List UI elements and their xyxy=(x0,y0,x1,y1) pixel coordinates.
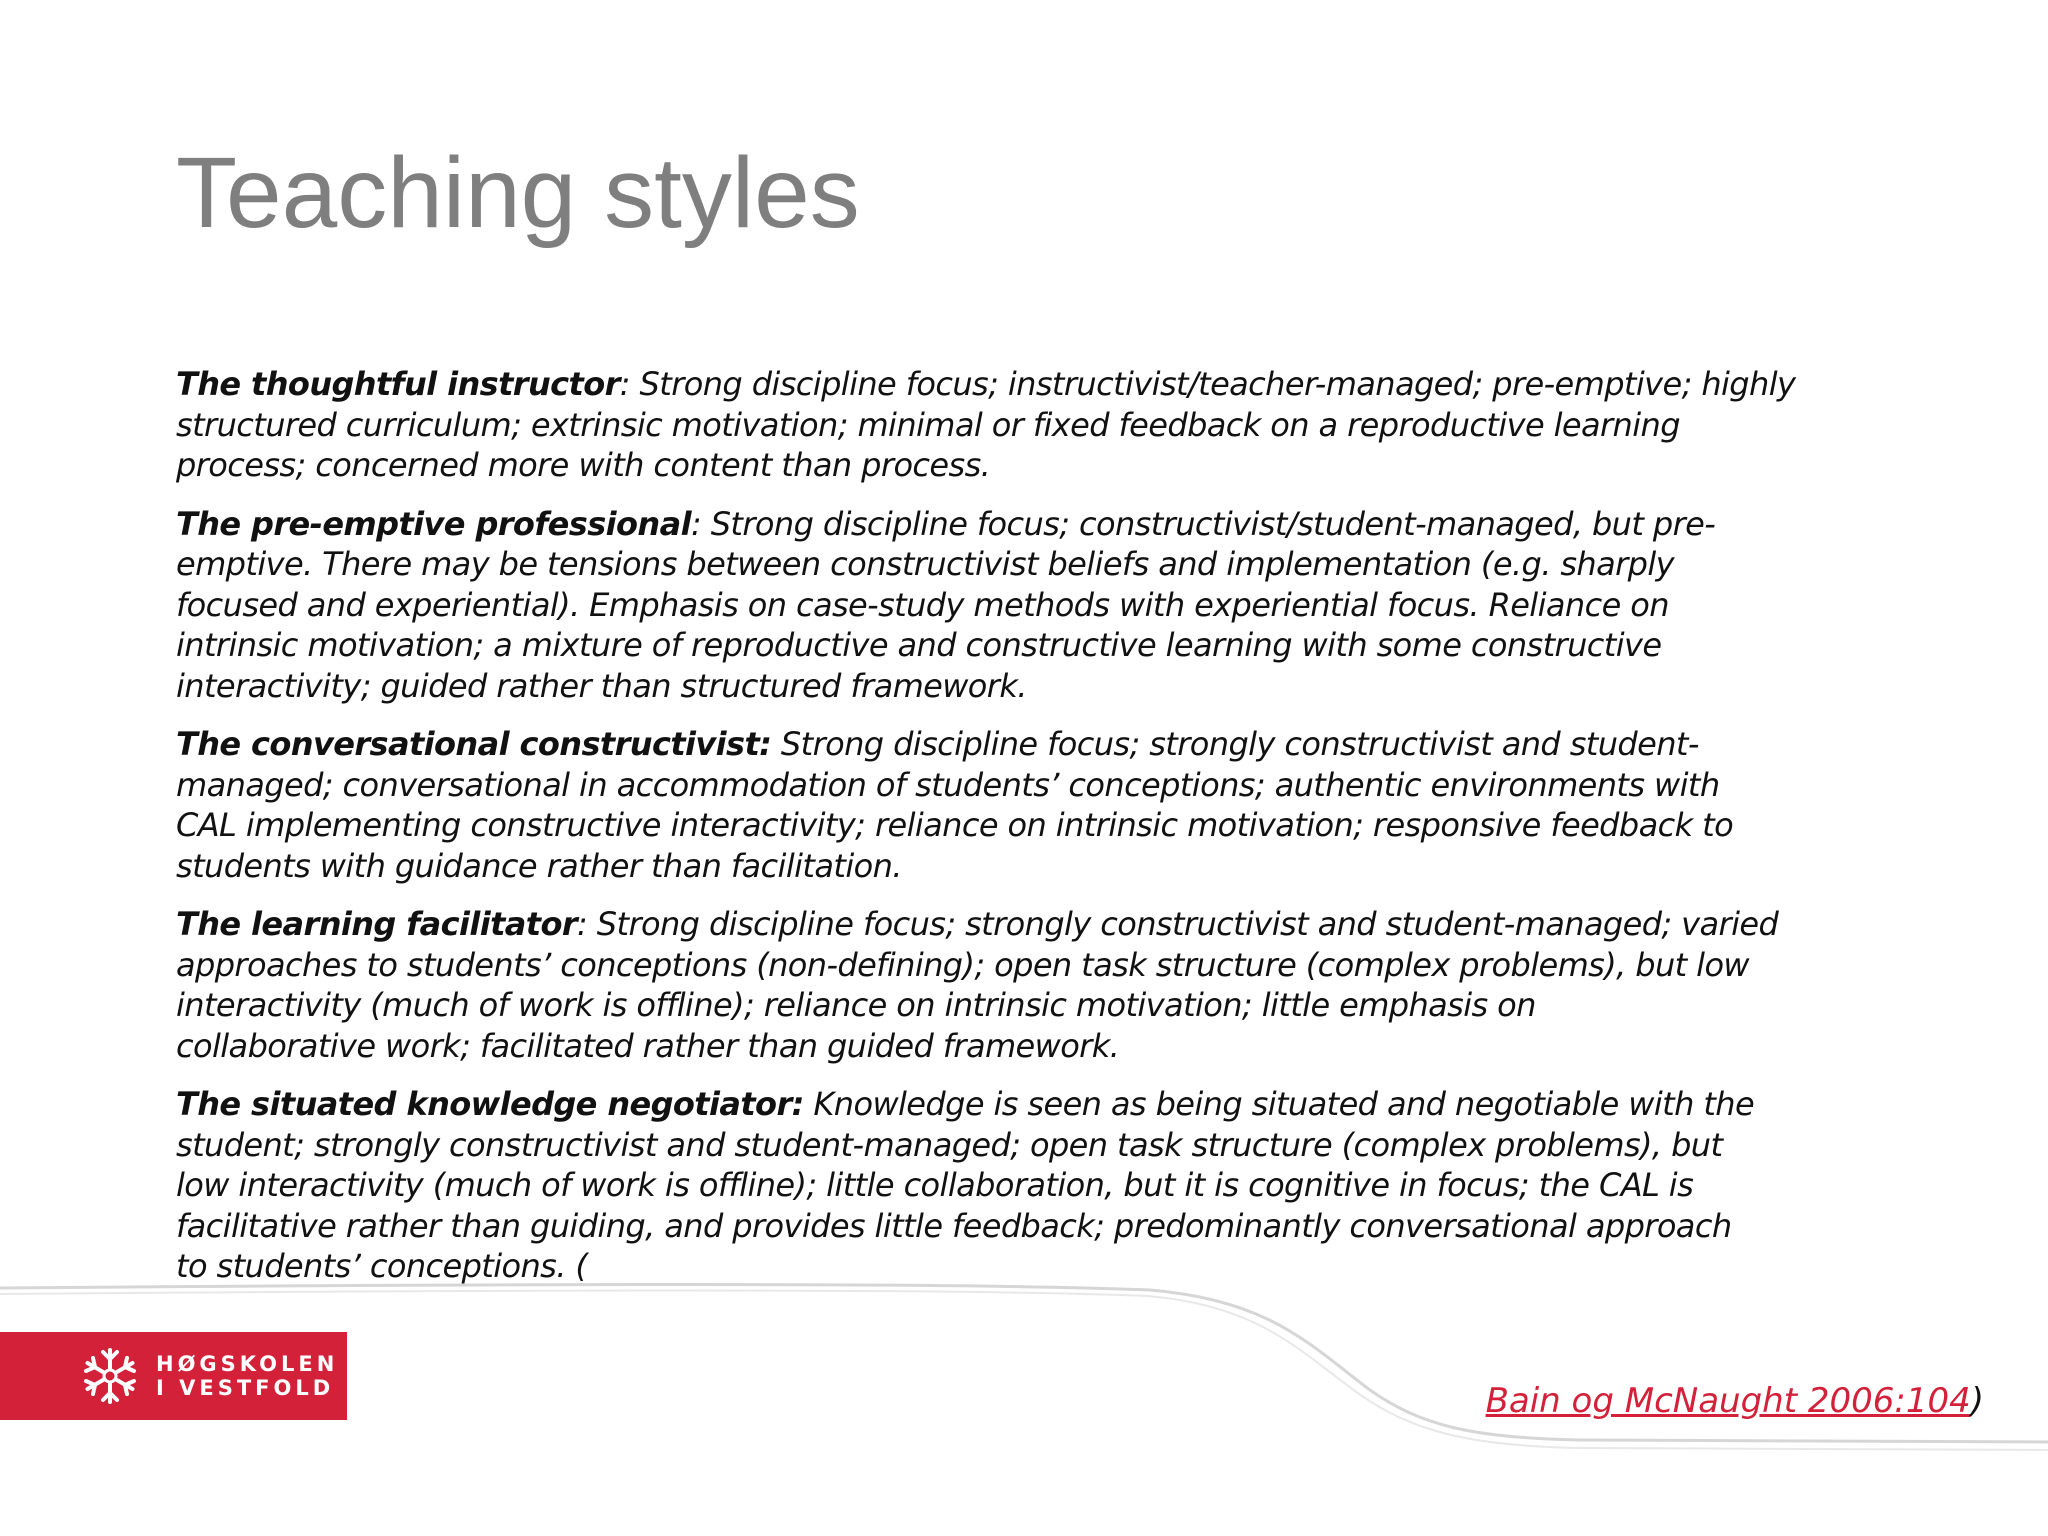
style-description: Strong discipline focus; instructivist/teacher-managed; pre-emptive; highly structured curriculum; extrinsic motivation; minimal or fixed feedback on a reproductive learning process; concerned more with content than process. xyxy=(176,365,1796,484)
teaching-styles-list xyxy=(176,364,1936,1305)
logo-text-line1: HØGSKOLEN xyxy=(156,1352,339,1376)
style-separator: : xyxy=(690,504,702,543)
slide-title: Teaching styles xyxy=(176,137,860,249)
citation xyxy=(1486,1380,1984,1422)
style-paragraph-pre-emptive-professional xyxy=(176,504,1936,707)
style-term: The situated knowledge negotiator: xyxy=(176,1085,804,1123)
logo-text-line2: I VESTFOLD xyxy=(156,1376,335,1400)
citation-closing: ) xyxy=(1970,1381,1984,1421)
style-separator: : xyxy=(619,365,630,403)
style-paragraph-learning-facilitator xyxy=(176,904,1936,1066)
style-term: The thoughtful instructor xyxy=(176,365,620,403)
style-term: The pre-emptive professional xyxy=(176,504,691,543)
style-paragraph-situated-knowledge-negotiator xyxy=(176,1084,1936,1287)
style-description: Knowledge is seen as being situated and negotiable with the student; strongly constructivist and student-managed; open task structure (complex problems), but low interactivity (much of work is offline); little collaboration, but it is cognitive in focus; the CAL is facilitative rather than guiding, and provides little feedback; predominantly conversational approach to students’ conceptions. ( xyxy=(176,1085,1755,1285)
style-term: The conversational constructivist: xyxy=(176,725,772,763)
style-separator: : xyxy=(577,905,588,943)
snowflake-emblem-icon xyxy=(80,1346,140,1406)
style-description: Strong discipline focus; strongly constructivist and student-managed; varied approaches to students’ conceptions (non-defining); open task structure (complex problems), but low interactivity (much of work is offline); reliance on intrinsic motivation; little emphasis on collaborative work; facilitated rather than guided framework. xyxy=(176,905,1779,1065)
style-description: Strong discipline focus; constructivist/student-managed, but pre- emptive. There may be tensions between constructivist beliefs and implementation (e.g. sharply focused and experiential). Emphasis on case-study methods with experiential focus. Reliance on intrinsic motivation; a mixture of reproductive and constructive learning with some constructive interactivity; guided rather than structured framework. xyxy=(176,504,1716,705)
hogskolen-logo xyxy=(0,1332,347,1420)
style-description: Strong discipline focus; strongly constructivist and student- managed; conversational in accommodation of students’ conceptions; authentic environments with CAL implementing constructive interactivity; reliance on intrinsic motivation; responsive feedback to students with guidance rather than facilitation. xyxy=(176,725,1734,885)
style-paragraph-thoughtful-instructor xyxy=(176,364,1936,486)
citation-link[interactable]: Bain og McNaught 2006:104 xyxy=(1485,1381,1971,1421)
style-term: The learning facilitator xyxy=(176,905,578,943)
style-paragraph-conversational-constructivist xyxy=(176,724,1936,886)
